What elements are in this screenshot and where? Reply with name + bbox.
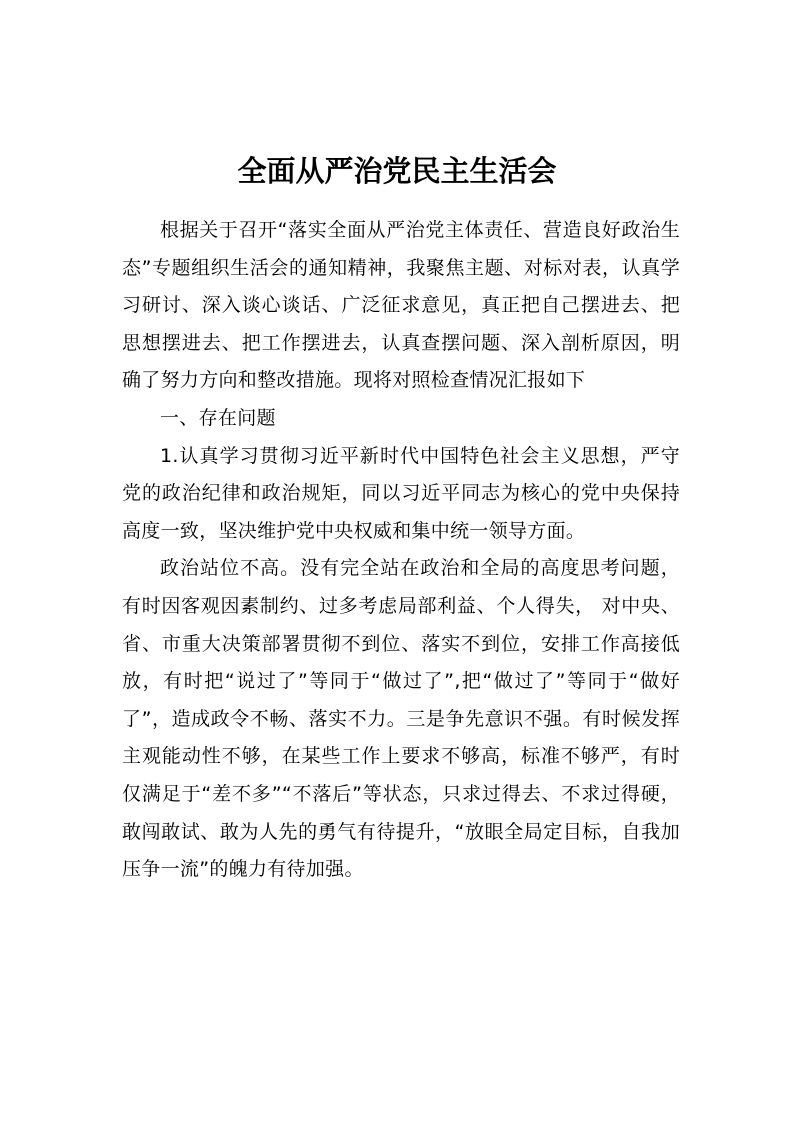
document-body	[122, 212, 680, 889]
intro-paragraph: 根据关于召开“落实全面从严治党主体责任、营造良好政治生态”专题组织生活会的通知精神，我聚焦主题、对标对表，认真学习研讨、深入谈心谈话、广泛征求意见，真正把自己摆进去、把思想摆进去、把工作摆进去，认真查摆问题、深入剖析原因，明确了努力方向和整改措施。现将对照检查情况汇报如下	[122, 219, 680, 392]
section-heading: 一、存在问题	[160, 406, 276, 429]
problem-paragraph: 政治站位不高。没有完全站在政治和全局的高度思考问题，有时因客观因素制约、过多考虑局部利益、个人得失， 对中央、省、市重大决策部署贯彻不到位、落实不到位，安排工作高接低放，有时把“说过了”等同于“做过了”,把“做过了”等同于“做好了”，造成政令不畅、落实不力。三是争先意识不强。有时候发挥主观能动性不够，在某些工作上要求不够高，标准不够严，有时仅满足于“差不多”“不落后”等状态，只求过得去、不求过得硬，敢闯敢试、敢为人先的勇气有待提升，“放眼全局定目标，自我加压争一流”的魄力有待加强。	[122, 557, 680, 881]
item-paragraph: 1.认真学习贯彻习近平新时代中国特色社会主义思想，严守党的政治纪律和政治规矩，同以习近平同志为核心的党中央保持高度一致，坚决维护党中央权威和集中统一领导方面。	[122, 444, 680, 542]
document-title: 全面从严治党民主生活会	[237, 154, 557, 189]
